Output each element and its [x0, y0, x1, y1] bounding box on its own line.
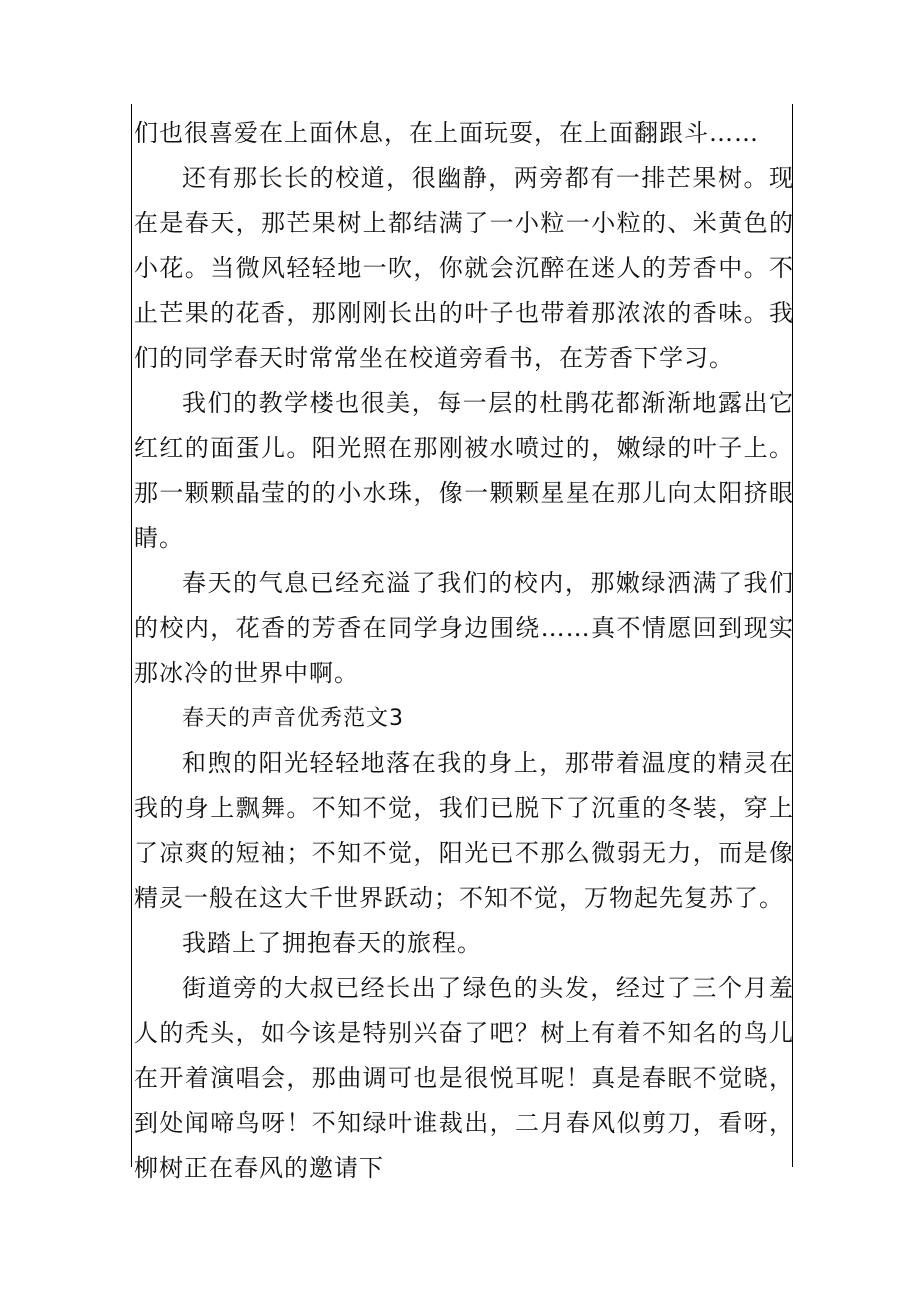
section-heading: 春天的声音优秀范文3: [182, 706, 404, 731]
paragraph-street-trees: 街道旁的大叔已经长出了绿色的头发，经过了三个月羞人的秃头，如今该是特别兴奋了吧？树上有着不知名的鸟儿在开着演唱会，那曲调可也是很悦耳呢！真是春眠不觉晓，到处闻啼鸟呀！不知绿叶谁裁出，二月春风似剪刀，看呀，柳树正在春风的邀请下: [134, 974, 794, 1182]
left-border-line: [131, 104, 132, 1167]
paragraph-continuation: 们也很喜爱在上面休息，在上面玩耍，在上面翻跟斗……: [134, 119, 759, 147]
document-body: [134, 111, 794, 1191]
paragraph-warm-sunshine: 和煦的阳光轻轻地落在我的身上，那带着温度的精灵在我的身上飘舞。不知不觉，我们已脱下了沉重的冬装，穿上了凉爽的短袖；不知不觉，阳光已不那么微弱无力，而是像精灵一般在这大千世界跃动；不知不觉，万物起先复苏了。: [134, 749, 794, 912]
paragraph-spring-breath: 春天的气息已经充溢了我们的校内，那嫩绿洒满了我们的校内，花香的芳香在同学身边围绕……真不情愿回到现实那冰冷的世界中啊。: [134, 569, 794, 687]
paragraph-teaching-building: 我们的教学楼也很美，每一层的杜鹃花都渐渐地露出它红红的面蛋儿。阳光照在那刚被水喷过的，嫩绿的叶子上。那一颗颗晶莹的的小水珠，像一颗颗星星在那儿向太阳挤眼睛。: [134, 389, 794, 552]
paragraph-school-road: 还有那长长的校道，很幽静，两旁都有一排芒果树。现在是春天，那芒果树上都结满了一小粒一小粒的、米黄色的小花。当微风轻轻地一吹，你就会沉醉在迷人的芳香中。不止芒果的花香，那刚刚长出的叶子也带着那浓浓的香味。我们的同学春天时常常坐在校道旁看书，在芳香下学习。: [134, 164, 794, 372]
paragraph-journey: 我踏上了拥抱春天的旅程。: [182, 929, 482, 957]
